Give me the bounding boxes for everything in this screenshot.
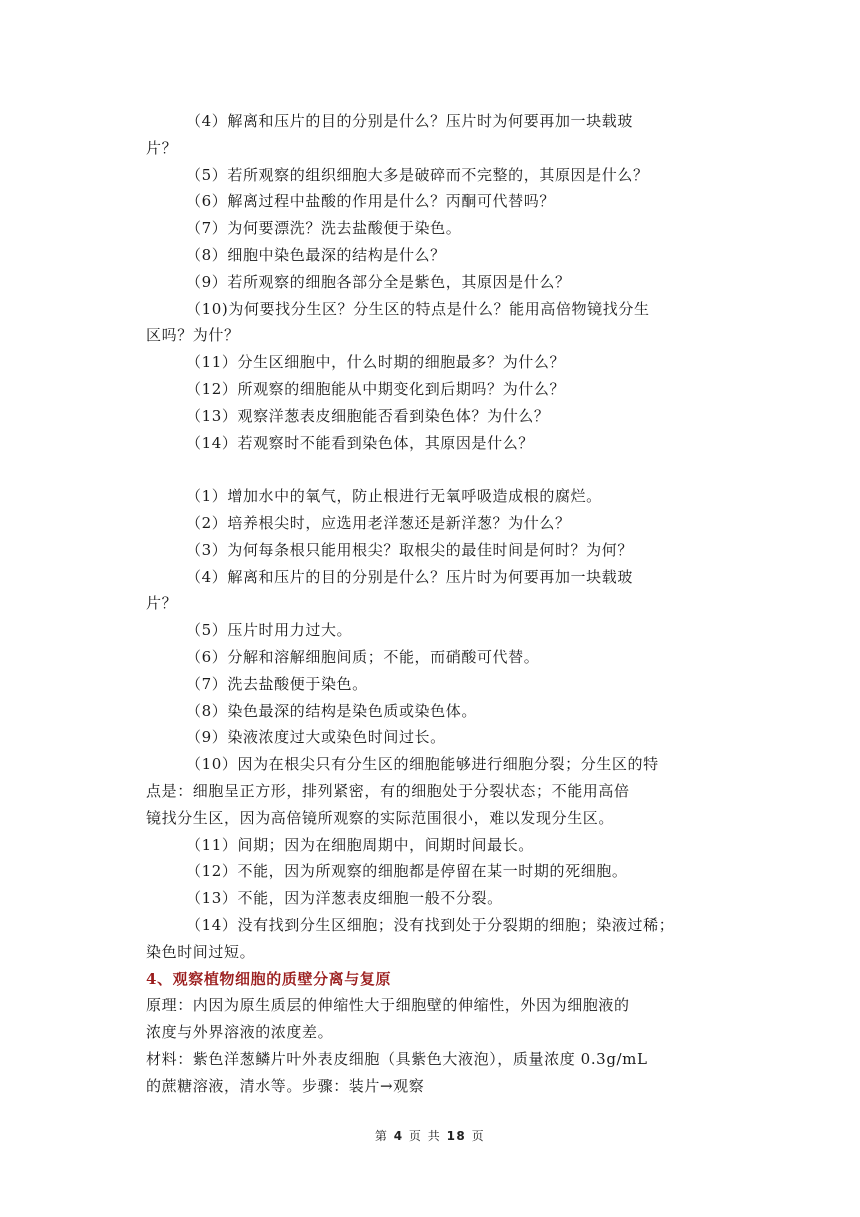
question-12: （12）所观察的细胞能从中期变化到后期吗？为什么？ — [186, 379, 566, 398]
section-heading: 4、观察植物细胞的质壁分离与复原 — [146, 969, 392, 988]
footer-suffix: 页 — [471, 1129, 486, 1143]
question-5: （5）若所观察的组织细胞大多是破碎而不完整的，其原因是什么？ — [186, 165, 649, 184]
answer-3: （3）为何每条根只能用根尖？取根尖的最佳时间是何时？为何？ — [186, 540, 633, 559]
footer-prefix: 第 — [374, 1129, 389, 1143]
answer-11: （11）间期；因为在细胞周期中，间期时间最长。 — [186, 835, 534, 854]
answer-5: （5）压片时用力过大。 — [186, 621, 353, 640]
answer-10-cont-1: 点是：细胞呈正方形，排列紧密，有的细胞处于分裂状态；不能用高倍 — [146, 781, 630, 800]
answer-1: （1）增加水中的氧气，防止根进行无氧呼吸造成根的腐烂。 — [186, 487, 602, 506]
answer-7: （7）洗去盐酸便于染色。 — [186, 674, 368, 693]
question-11: （11）分生区细胞中，什么时期的细胞最多？为什么？ — [186, 353, 566, 372]
spacer — [146, 456, 726, 483]
answer-14: （14）没有找到分生区细胞；没有找到处于分裂期的细胞；染液过稀； — [186, 915, 675, 934]
answer-6: （6）分解和溶解细胞间质；不能，而硝酸可代替。 — [186, 647, 540, 666]
principle-line-2: 浓度与外界溶液的浓度差。 — [146, 1023, 334, 1042]
question-14: （14）若观察时不能看到染色体，其原因是什么？ — [186, 433, 534, 452]
answer-9: （9）染液浓度过大或染色时间过长。 — [186, 728, 446, 747]
answer-4-cont: 片？ — [146, 594, 178, 613]
answer-10: （10）因为在根尖只有分生区的细胞能够进行细胞分裂；分生区的特 — [186, 755, 659, 774]
page-content — [146, 108, 726, 1099]
question-8: （8）细胞中染色最深的结构是什么？ — [186, 245, 446, 264]
footer-total-pages: 18 — [446, 1129, 467, 1143]
question-7: （7）为何要漂洗？洗去盐酸便于染色。 — [186, 219, 462, 238]
answer-10-cont-2: 镜找分生区，因为高倍镜所观察的实际范围很小，难以发现分生区。 — [146, 808, 615, 827]
principle-line-1: 原理：内因为原生质层的伸缩性大于细胞壁的伸缩性，外因为细胞液的 — [146, 996, 630, 1015]
footer-middle: 页 共 — [408, 1129, 442, 1143]
answer-2: （2）培养根尖时，应选用老洋葱还是新洋葱？为什么？ — [186, 513, 571, 532]
answer-14-cont: 染色时间过短。 — [146, 942, 256, 961]
answer-8: （8）染色最深的结构是染色质或染色体。 — [186, 701, 477, 720]
question-9: （9）若所观察的细胞各部分全是紫色，其原因是什么？ — [186, 272, 571, 291]
answer-4: （4）解离和压片的目的分别是什么？压片时为何要再加一块载玻 — [186, 567, 633, 586]
materials-line-1: 材料：紫色洋葱鳞片叶外表皮细胞（具紫色大液泡），质量浓度 0.3g/mL — [146, 1049, 648, 1068]
question-4: （4）解离和压片的目的分别是什么？压片时为何要再加一块载玻 — [186, 112, 633, 130]
question-6: （6）解离过程中盐酸的作用是什么？丙酮可代替吗？ — [186, 192, 555, 211]
question-13: （13）观察洋葱表皮细胞能否看到染色体？为什么？ — [186, 406, 550, 425]
page-footer — [0, 1127, 860, 1144]
question-10: （10)为何要找分生区？分生区的特点是什么？能用高倍物镜找分生 — [186, 299, 650, 318]
answer-12: （12）不能，因为所观察的细胞都是停留在某一时期的死细胞。 — [186, 862, 628, 881]
answer-13: （13）不能，因为洋葱表皮细胞一般不分裂。 — [186, 889, 503, 908]
footer-page-number: 4 — [393, 1129, 404, 1143]
question-10-cont: 区吗？为什？ — [146, 326, 240, 345]
materials-line-2: 的蔗糖溶液，清水等。步骤：装片→观察 — [146, 1076, 425, 1095]
question-4-cont: 片？ — [146, 138, 178, 157]
